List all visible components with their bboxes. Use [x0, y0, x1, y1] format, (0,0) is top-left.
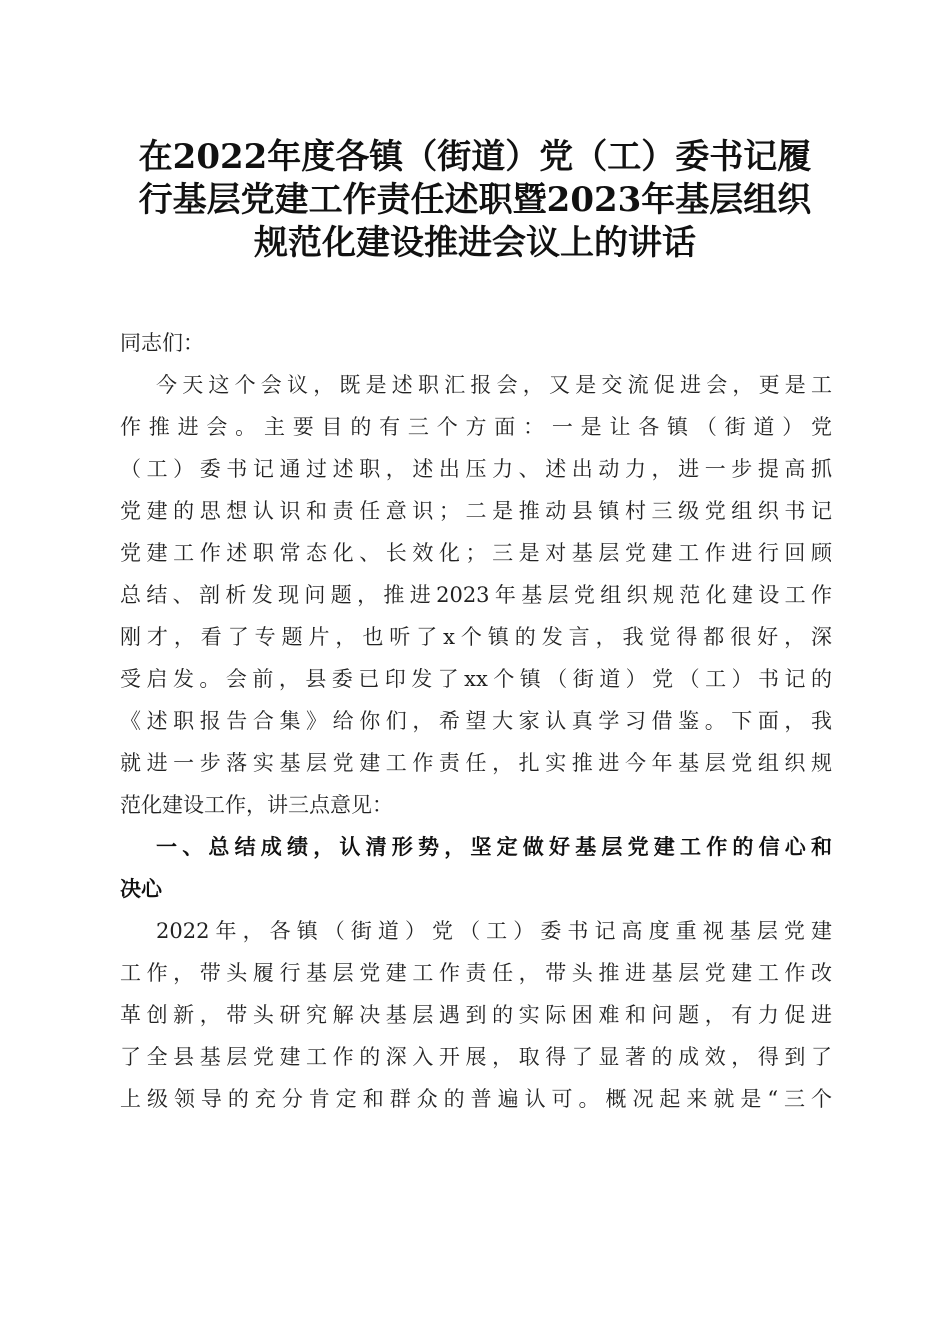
paragraph-line: 工作，带头履行基层党建工作责任，带头推进基层党建工作改: [120, 961, 832, 985]
title-line: 规范化建设推进会议上的讲话: [254, 223, 696, 263]
paragraph-line: 上级领导的充分肯定和群众的普遍认可。概况起来就是“三个: [120, 1087, 832, 1111]
title-line: 在2022年度各镇（街道）党（工）委书记履: [138, 137, 812, 177]
paragraph-line: 刚才，看了专题片，也听了x个镇的发言，我觉得都很好，深: [120, 625, 832, 649]
paragraph-line: 作推进会。主要目的有三个方面：一是让各镇（街道）党: [120, 415, 832, 439]
paragraph-line: 党建的思想认识和责任意识；二是推动县镇村三级党组织书记: [120, 499, 832, 523]
heading-line: 一、总结成绩，认清形势，坚定做好基层党建工作的信心和: [156, 835, 832, 859]
paragraph-line: 了全县基层党建工作的深入开展，取得了显著的成效，得到了: [120, 1045, 832, 1069]
paragraph-line: （工）委书记通过述职，述出压力、述出动力，进一步提高抓: [120, 457, 832, 481]
document-title: [120, 136, 830, 265]
paragraph-line: 就进一步落实基层党建工作责任，扎实推进今年基层党组织规: [120, 751, 832, 775]
title-line: 行基层党建工作责任述职暨2023年基层组织: [138, 180, 812, 220]
paragraph-line: 2022年，各镇（街道）党（工）委书记高度重视基层党建: [156, 919, 832, 943]
paragraph-line: 党建工作述职常态化、长效化；三是对基层党建工作进行回顾: [120, 541, 832, 565]
heading-line: 决心: [120, 877, 162, 901]
paragraph-line: 受启发。会前，县委已印发了xx个镇（街道）党（工）书记的: [120, 667, 832, 691]
paragraph-line: 总结、剖析发现问题，推进2023年基层党组织规范化建设工作: [120, 583, 832, 607]
paragraph-line: 革创新，带头研究解决基层遇到的实际困难和问题，有力促进: [120, 1003, 832, 1027]
paragraph-line: 今天这个会议，既是述职汇报会，又是交流促进会，更是工: [156, 373, 832, 397]
section-heading-1: [120, 826, 832, 910]
paragraph-summary: [120, 910, 832, 1120]
paragraph-line: 《述职报告合集》给你们，希望大家认真学习借鉴。下面，我: [120, 709, 832, 733]
salutation: 同志们：: [120, 331, 204, 355]
paragraph-opening: [120, 364, 832, 826]
paragraph-line: 范化建设工作，讲三点意见：: [120, 793, 393, 817]
document-body: [120, 322, 832, 1120]
